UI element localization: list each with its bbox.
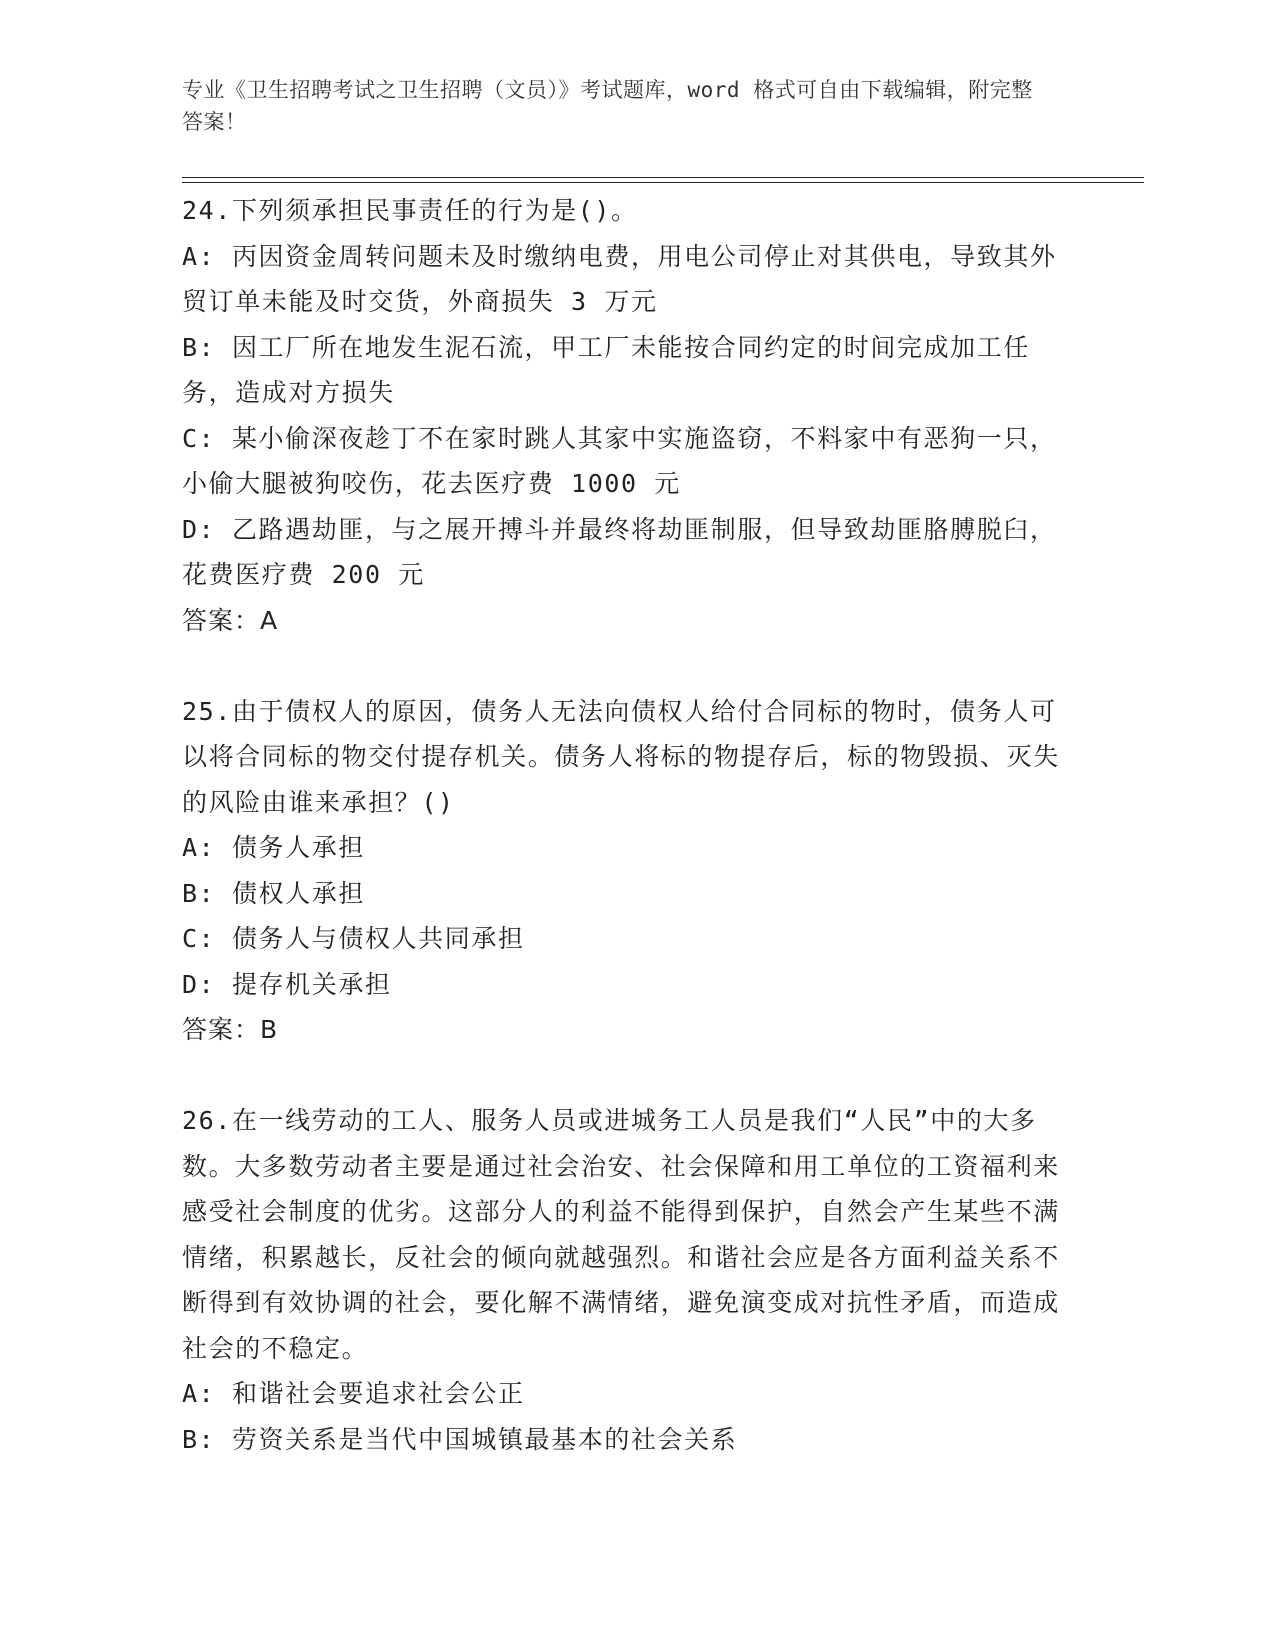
option-c: C: 某小偷深夜趁丁不在家时跳人其家中实施盗窃，不料家中有恶狗一只，小偷大腿被狗咬伤，花去医疗费 1000 元 xyxy=(182,423,1057,498)
option-b: B: 因工厂所在地发生泥石流，甲工厂未能按合同约定的时间完成加工任务，造成对方损失 xyxy=(182,332,1030,407)
option-d: D: 提存机关承担 xyxy=(182,969,392,999)
header-rule-bottom xyxy=(182,182,1144,183)
question-26 xyxy=(182,1098,1082,1462)
question-25 xyxy=(182,689,1082,1053)
question-gap xyxy=(182,1053,1082,1099)
answer: 答案：B xyxy=(182,1015,279,1044)
option-d: D: 乙路遇劫匪，与之展开搏斗并最终将劫匪制服，但导致劫匪胳膊脱臼，花费医疗费 200 元 xyxy=(182,514,1057,589)
question-text: 25.由于债权人的原因，债务人无法向债权人给付合同标的物时，债务人可以将合同标的物交付提存机关。债务人将标的物提存后，标的物毁损、灭失的风险由谁来承担？() xyxy=(182,696,1060,817)
document-header: 专业《卫生招聘考试之卫生招聘（文员）》考试题库，word 格式可自由下载编辑，附完整答案！ xyxy=(182,78,1033,134)
question-24 xyxy=(182,188,1082,643)
option-c: C: 债务人与债权人共同承担 xyxy=(182,924,525,953)
option-b: B: 债权人承担 xyxy=(182,878,365,908)
question-text: 26.在一线劳动的工人、服务人员或进城务工人员是我们“人民”中的大多数。大多数劳动者主要是通过社会治安、社会保障和用工单位的工资福利来感受社会制度的优劣。这部分人的利益不能得到保护，自然会产生某些不满情绪，积累越长，反社会的倾向就越强烈。和谐社会应是各方面利益关系不断得到有效协调的社会，要化解不满情绪，避免演变成对抗性矛盾，而造成社会的不稳定。 xyxy=(182,1106,1060,1363)
answer: 答案：A xyxy=(182,605,279,635)
option-a: A: 丙因资金周转问题未及时缴纳电费，用电公司停止对其供电，导致其外贸订单未能及时交货，外商损失 3 万元 xyxy=(182,241,1057,316)
question-gap xyxy=(182,643,1082,689)
header-rule-top xyxy=(182,177,1144,178)
question-text: 24.下列须承担民事责任的行为是()。 xyxy=(182,196,638,225)
option-a: A: 债务人承担 xyxy=(182,833,365,862)
question-list xyxy=(182,188,1082,1462)
option-a: A: 和谐社会要追求社会公正 xyxy=(182,1379,525,1408)
option-b: B: 劳资关系是当代中国城镇最基本的社会关系 xyxy=(182,1424,738,1454)
